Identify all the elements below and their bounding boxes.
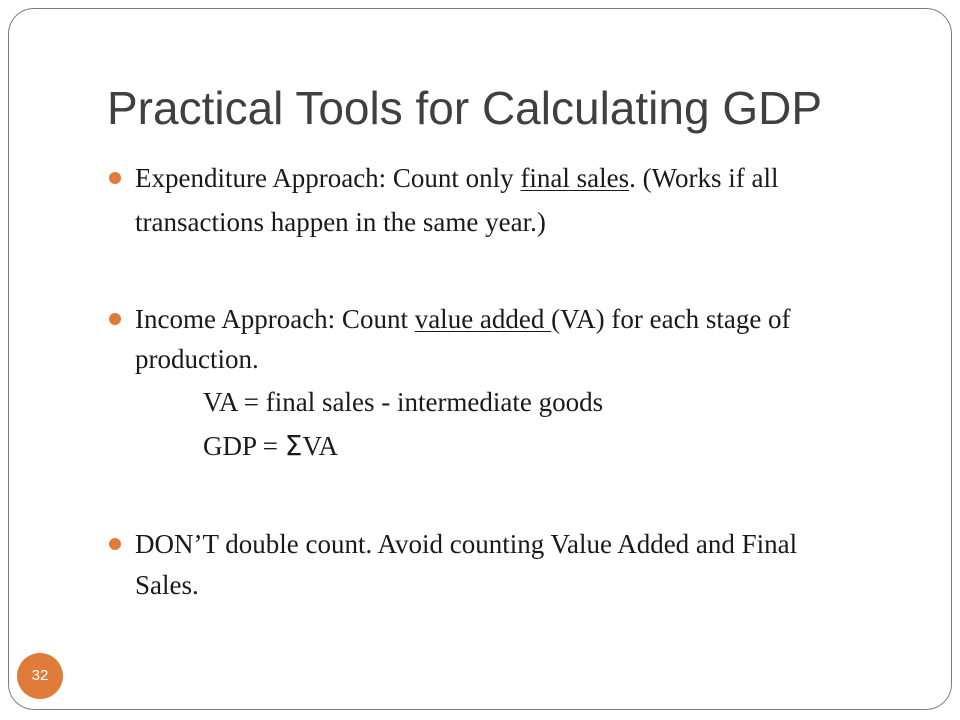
bullet-marker [109,538,121,550]
bullet-1-line-2: transactions happen in the same year.) [135,207,546,237]
bullet-2-underlined-term: value added [414,304,552,334]
bullet-1-text-pre: Expenditure Approach: Count only [135,163,521,193]
bullet-2-line-2: production. [135,344,259,374]
bullet-3-line-1: DON’T double count. Avoid counting Value Added and Final [135,529,798,559]
bullet-marker [109,313,121,325]
bullet-1-underlined-term: final sales [520,163,630,193]
bullet-2-text-post: (VA) for each stage of [551,304,791,334]
formula-gdp [203,424,338,468]
bullet-2-text-pre: Income Approach: Count [135,304,415,334]
bullet-1-line-1 [135,156,778,200]
formula-gdp-pre: GDP = [203,431,285,461]
formula-va: VA = final sales - intermediate goods [203,387,604,417]
bullet-1-text-post: . (Works if all [629,163,779,193]
bullet-2-line-1 [135,297,791,341]
sigma-symbol: Σ [284,429,303,462]
page-number-badge: 32 [17,653,63,699]
bullet-3-line-2: Sales. [135,570,199,600]
bullet-marker [109,172,121,184]
formula-gdp-post: VA [302,431,338,461]
slide-title: Practical Tools for Calculating GDP [107,82,822,134]
